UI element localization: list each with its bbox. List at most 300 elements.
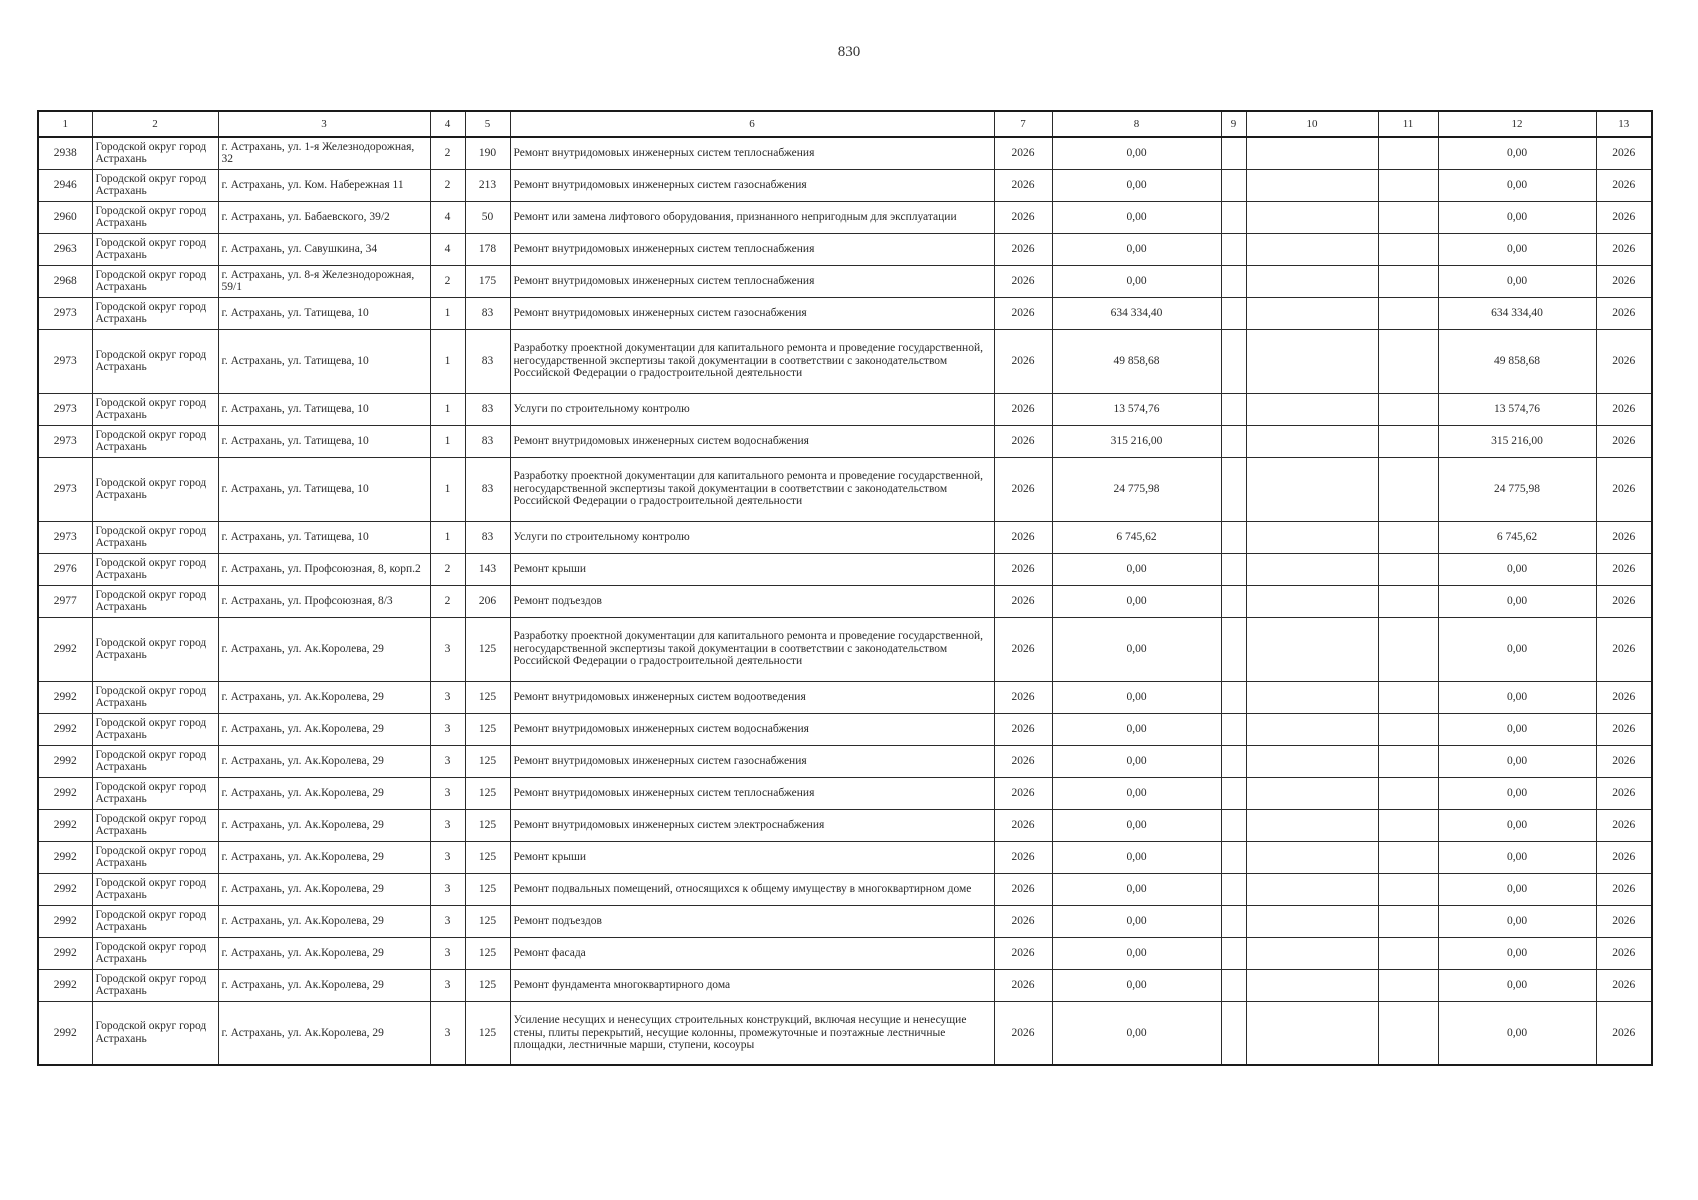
cell-c9 [1221,393,1246,425]
cell-c6: Ремонт фундамента многоквартирного дома [510,969,994,1001]
cell-c8: 0,00 [1052,201,1221,233]
cell-c10 [1246,425,1378,457]
cell-c13: 2026 [1596,905,1652,937]
table-row [38,393,1652,425]
cell-c7: 2026 [994,905,1052,937]
cell-c2: Городской округ город Астрахань [92,969,218,1001]
table-row [38,777,1652,809]
column-header-11: 11 [1378,111,1438,137]
cell-c7: 2026 [994,873,1052,905]
cell-c7: 2026 [994,457,1052,521]
cell-c4: 3 [430,809,465,841]
column-header-2: 2 [92,111,218,137]
cell-c5: 125 [465,1001,510,1065]
cell-c4: 3 [430,745,465,777]
cell-c11 [1378,713,1438,745]
cell-c9 [1221,1001,1246,1065]
cell-c6: Ремонт внутридомовых инженерных систем водоснабжения [510,713,994,745]
cell-c11 [1378,265,1438,297]
cell-c7: 2026 [994,713,1052,745]
cell-c5: 175 [465,265,510,297]
cell-c3: г. Астрахань, ул. Татищева, 10 [218,521,430,553]
cell-c11 [1378,233,1438,265]
cell-c1: 2976 [38,553,92,585]
column-header-5: 5 [465,111,510,137]
table-row [38,713,1652,745]
cell-c3: г. Астрахань, ул. 1-я Железнодорожная, 32 [218,137,430,169]
cell-c3: г. Астрахань, ул. Ак.Королева, 29 [218,969,430,1001]
cell-c10 [1246,969,1378,1001]
cell-c1: 2968 [38,265,92,297]
cell-c10 [1246,457,1378,521]
cell-c5: 125 [465,681,510,713]
cell-c4: 1 [430,297,465,329]
cell-c6: Ремонт внутридомовых инженерных систем электроснабжения [510,809,994,841]
cell-c11 [1378,553,1438,585]
cell-c4: 3 [430,713,465,745]
table-row [38,937,1652,969]
cell-c4: 3 [430,777,465,809]
cell-c8: 0,00 [1052,1001,1221,1065]
cell-c11 [1378,137,1438,169]
cell-c7: 2026 [994,521,1052,553]
cell-c10 [1246,841,1378,873]
table-row [38,809,1652,841]
cell-c12: 13 574,76 [1438,393,1596,425]
cell-c13: 2026 [1596,553,1652,585]
cell-c2: Городской округ город Астрахань [92,873,218,905]
cell-c5: 83 [465,521,510,553]
cell-c7: 2026 [994,777,1052,809]
cell-c2: Городской округ город Астрахань [92,137,218,169]
cell-c7: 2026 [994,393,1052,425]
cell-c1: 2992 [38,1001,92,1065]
cell-c10 [1246,745,1378,777]
cell-c4: 3 [430,969,465,1001]
table-row [38,265,1652,297]
cell-c2: Городской округ город Астрахань [92,905,218,937]
cell-c5: 143 [465,553,510,585]
cell-c5: 125 [465,969,510,1001]
cell-c4: 1 [430,425,465,457]
column-header-6: 6 [510,111,994,137]
cell-c8: 0,00 [1052,137,1221,169]
cell-c10 [1246,713,1378,745]
page-number: 830 [837,44,861,60]
table-row [38,201,1652,233]
table-row [38,425,1652,457]
cell-c8: 0,00 [1052,745,1221,777]
cell-c12: 0,00 [1438,841,1596,873]
cell-c11 [1378,873,1438,905]
cell-c4: 3 [430,873,465,905]
cell-c12: 6 745,62 [1438,521,1596,553]
cell-c1: 2992 [38,617,92,681]
cell-c12: 0,00 [1438,585,1596,617]
column-header-9: 9 [1221,111,1246,137]
cell-c1: 2992 [38,937,92,969]
cell-c7: 2026 [994,1001,1052,1065]
cell-c9 [1221,617,1246,681]
cell-c5: 83 [465,393,510,425]
header-row [38,111,1652,137]
cell-c7: 2026 [994,169,1052,201]
table-row [38,169,1652,201]
cell-c9 [1221,329,1246,393]
column-header-7: 7 [994,111,1052,137]
cell-c13: 2026 [1596,617,1652,681]
cell-c7: 2026 [994,681,1052,713]
cell-c7: 2026 [994,553,1052,585]
cell-c9 [1221,937,1246,969]
cell-c8: 0,00 [1052,553,1221,585]
cell-c13: 2026 [1596,265,1652,297]
cell-c11 [1378,937,1438,969]
cell-c7: 2026 [994,265,1052,297]
cell-c12: 0,00 [1438,265,1596,297]
cell-c7: 2026 [994,137,1052,169]
cell-c13: 2026 [1596,681,1652,713]
cell-c3: г. Астрахань, ул. Ак.Королева, 29 [218,745,430,777]
cell-c11 [1378,329,1438,393]
cell-c8: 0,00 [1052,873,1221,905]
table-row [38,233,1652,265]
table-row [38,521,1652,553]
table-row [38,553,1652,585]
cell-c2: Городской округ город Астрахань [92,521,218,553]
cell-c1: 2973 [38,297,92,329]
cell-c7: 2026 [994,425,1052,457]
cell-c7: 2026 [994,585,1052,617]
cell-c4: 2 [430,585,465,617]
cell-c2: Городской округ город Астрахань [92,329,218,393]
cell-c12: 0,00 [1438,905,1596,937]
cell-c13: 2026 [1596,425,1652,457]
cell-c4: 2 [430,169,465,201]
cell-c8: 0,00 [1052,937,1221,969]
cell-c8: 6 745,62 [1052,521,1221,553]
cell-c1: 2960 [38,201,92,233]
cell-c12: 0,00 [1438,713,1596,745]
cell-c2: Городской округ город Астрахань [92,585,218,617]
cell-c1: 2973 [38,425,92,457]
cell-c13: 2026 [1596,169,1652,201]
cell-c9 [1221,681,1246,713]
cell-c2: Городской округ город Астрахань [92,233,218,265]
cell-c13: 2026 [1596,969,1652,1001]
cell-c13: 2026 [1596,457,1652,521]
cell-c6: Ремонт внутридомовых инженерных систем теплоснабжения [510,777,994,809]
cell-c9 [1221,809,1246,841]
cell-c12: 0,00 [1438,937,1596,969]
cell-c11 [1378,681,1438,713]
cell-c10 [1246,137,1378,169]
cell-c7: 2026 [994,329,1052,393]
cell-c4: 1 [430,457,465,521]
cell-c1: 2992 [38,809,92,841]
cell-c11 [1378,585,1438,617]
cell-c12: 315 216,00 [1438,425,1596,457]
cell-c5: 125 [465,713,510,745]
cell-c10 [1246,233,1378,265]
cell-c2: Городской округ город Астрахань [92,553,218,585]
cell-c8: 634 334,40 [1052,297,1221,329]
table-row [38,745,1652,777]
cell-c4: 3 [430,1001,465,1065]
cell-c5: 125 [465,873,510,905]
table-row [38,329,1652,393]
cell-c9 [1221,873,1246,905]
cell-c6: Ремонт внутридомовых инженерных систем водоотведения [510,681,994,713]
cell-c10 [1246,809,1378,841]
table-row [38,969,1652,1001]
cell-c5: 50 [465,201,510,233]
cell-c12: 49 858,68 [1438,329,1596,393]
cell-c11 [1378,457,1438,521]
cell-c4: 3 [430,841,465,873]
cell-c6: Ремонт подъездов [510,585,994,617]
cell-c13: 2026 [1596,713,1652,745]
cell-c11 [1378,841,1438,873]
table-row [38,585,1652,617]
cell-c7: 2026 [994,297,1052,329]
cell-c9 [1221,233,1246,265]
cell-c8: 0,00 [1052,169,1221,201]
cell-c12: 0,00 [1438,137,1596,169]
cell-c4: 1 [430,521,465,553]
cell-c10 [1246,553,1378,585]
cell-c12: 0,00 [1438,553,1596,585]
cell-c8: 0,00 [1052,681,1221,713]
cell-c6: Разработку проектной документации для капитального ремонта и проведение государственной, негосударственной экспертизы такой документации в соответствии с законодательством Российской Федерации о градостроительной деятельности [510,457,994,521]
cell-c5: 125 [465,745,510,777]
cell-c12: 0,00 [1438,1001,1596,1065]
cell-c8: 13 574,76 [1052,393,1221,425]
cell-c3: г. Астрахань, ул. Ак.Королева, 29 [218,809,430,841]
cell-c9 [1221,841,1246,873]
cell-c5: 125 [465,777,510,809]
cell-c3: г. Астрахань, ул. Татищева, 10 [218,297,430,329]
cell-c11 [1378,1001,1438,1065]
table-row [38,905,1652,937]
cell-c2: Городской округ город Астрахань [92,169,218,201]
cell-c7: 2026 [994,841,1052,873]
cell-c9 [1221,905,1246,937]
cell-c4: 3 [430,617,465,681]
cell-c6: Ремонт или замена лифтового оборудования, признанного непригодным для эксплуатации [510,201,994,233]
column-header-1: 1 [38,111,92,137]
cell-c13: 2026 [1596,521,1652,553]
cell-c3: г. Астрахань, ул. Профсоюзная, 8, корп.2 [218,553,430,585]
cell-c9 [1221,265,1246,297]
cell-c13: 2026 [1596,777,1652,809]
cell-c12: 0,00 [1438,201,1596,233]
table-row [38,873,1652,905]
cell-c7: 2026 [994,809,1052,841]
cell-c6: Ремонт подъездов [510,905,994,937]
cell-c10 [1246,777,1378,809]
cell-c2: Городской округ город Астрахань [92,201,218,233]
cell-c5: 125 [465,841,510,873]
cell-c5: 125 [465,905,510,937]
cell-c5: 213 [465,169,510,201]
cell-c2: Городской округ город Астрахань [92,745,218,777]
cell-c7: 2026 [994,201,1052,233]
cell-c5: 178 [465,233,510,265]
cell-c8: 0,00 [1052,617,1221,681]
cell-c10 [1246,681,1378,713]
cell-c1: 2992 [38,713,92,745]
cell-c13: 2026 [1596,873,1652,905]
cell-c8: 49 858,68 [1052,329,1221,393]
cell-c3: г. Астрахань, ул. Бабаевского, 39/2 [218,201,430,233]
cell-c5: 83 [465,297,510,329]
table-body [38,137,1652,1065]
cell-c11 [1378,201,1438,233]
cell-c12: 0,00 [1438,809,1596,841]
cell-c5: 125 [465,617,510,681]
cell-c3: г. Астрахань, ул. Ак.Королева, 29 [218,841,430,873]
table-row [38,681,1652,713]
cell-c8: 0,00 [1052,777,1221,809]
column-header-12: 12 [1438,111,1596,137]
cell-c13: 2026 [1596,809,1652,841]
cell-c3: г. Астрахань, ул. Ак.Королева, 29 [218,681,430,713]
cell-c5: 83 [465,329,510,393]
cell-c8: 0,00 [1052,841,1221,873]
cell-c6: Разработку проектной документации для капитального ремонта и проведение государственной, негосударственной экспертизы такой документации в соответствии с законодательством Российской Федерации о градостроительной деятельности [510,329,994,393]
cell-c5: 125 [465,809,510,841]
cell-c3: г. Астрахань, ул. Татищева, 10 [218,393,430,425]
cell-c3: г. Астрахань, ул. 8-я Железнодорожная, 59/1 [218,265,430,297]
cell-c3: г. Астрахань, ул. Профсоюзная, 8/3 [218,585,430,617]
cell-c12: 0,00 [1438,873,1596,905]
cell-c12: 0,00 [1438,233,1596,265]
cell-c5: 83 [465,425,510,457]
cell-c1: 2992 [38,745,92,777]
cell-c2: Городской округ город Астрахань [92,297,218,329]
cell-c3: г. Астрахань, ул. Ак.Королева, 29 [218,1001,430,1065]
cell-c12: 0,00 [1438,681,1596,713]
column-header-10: 10 [1246,111,1378,137]
cell-c4: 3 [430,681,465,713]
cell-c13: 2026 [1596,233,1652,265]
cell-c10 [1246,169,1378,201]
cell-c11 [1378,777,1438,809]
cell-c3: г. Астрахань, ул. Ком. Набережная 11 [218,169,430,201]
capital-repair-table [37,110,1653,1066]
cell-c1: 2992 [38,873,92,905]
cell-c13: 2026 [1596,1001,1652,1065]
cell-c2: Городской округ город Астрахань [92,777,218,809]
cell-c5: 190 [465,137,510,169]
cell-c1: 2992 [38,841,92,873]
cell-c1: 2963 [38,233,92,265]
cell-c6: Ремонт внутридомовых инженерных систем газоснабжения [510,297,994,329]
cell-c4: 1 [430,393,465,425]
cell-c11 [1378,521,1438,553]
cell-c3: г. Астрахань, ул. Татищева, 10 [218,329,430,393]
cell-c7: 2026 [994,617,1052,681]
cell-c13: 2026 [1596,937,1652,969]
cell-c4: 2 [430,137,465,169]
cell-c9 [1221,201,1246,233]
cell-c3: г. Астрахань, ул. Ак.Королева, 29 [218,937,430,969]
cell-c7: 2026 [994,233,1052,265]
cell-c3: г. Астрахань, ул. Савушкина, 34 [218,233,430,265]
cell-c13: 2026 [1596,137,1652,169]
cell-c10 [1246,297,1378,329]
cell-c12: 0,00 [1438,969,1596,1001]
cell-c1: 2992 [38,777,92,809]
cell-c4: 4 [430,201,465,233]
cell-c9 [1221,713,1246,745]
column-header-4: 4 [430,111,465,137]
cell-c2: Городской округ город Астрахань [92,265,218,297]
cell-c3: г. Астрахань, ул. Ак.Королева, 29 [218,777,430,809]
cell-c11 [1378,617,1438,681]
cell-c4: 3 [430,937,465,969]
cell-c11 [1378,809,1438,841]
cell-c6: Ремонт крыши [510,841,994,873]
cell-c8: 0,00 [1052,905,1221,937]
cell-c10 [1246,329,1378,393]
cell-c10 [1246,937,1378,969]
cell-c11 [1378,297,1438,329]
cell-c5: 125 [465,937,510,969]
cell-c10 [1246,393,1378,425]
cell-c9 [1221,553,1246,585]
cell-c10 [1246,265,1378,297]
cell-c2: Городской округ город Астрахань [92,937,218,969]
cell-c2: Городской округ город Астрахань [92,393,218,425]
cell-c13: 2026 [1596,585,1652,617]
cell-c9 [1221,137,1246,169]
cell-c13: 2026 [1596,201,1652,233]
cell-c9 [1221,585,1246,617]
table-row [38,457,1652,521]
cell-c10 [1246,521,1378,553]
cell-c2: Городской округ город Астрахань [92,617,218,681]
cell-c13: 2026 [1596,745,1652,777]
cell-c9 [1221,521,1246,553]
cell-c11 [1378,393,1438,425]
cell-c11 [1378,969,1438,1001]
cell-c13: 2026 [1596,393,1652,425]
cell-c6: Ремонт крыши [510,553,994,585]
cell-c11 [1378,745,1438,777]
cell-c1: 2992 [38,681,92,713]
cell-c6: Ремонт внутридомовых инженерных систем газоснабжения [510,169,994,201]
cell-c5: 206 [465,585,510,617]
cell-c6: Ремонт фасада [510,937,994,969]
cell-c10 [1246,617,1378,681]
table-row [38,841,1652,873]
cell-c6: Ремонт внутридомовых инженерных систем газоснабжения [510,745,994,777]
cell-c8: 0,00 [1052,713,1221,745]
cell-c1: 2973 [38,393,92,425]
cell-c4: 4 [430,233,465,265]
cell-c1: 2973 [38,329,92,393]
cell-c3: г. Астрахань, ул. Ак.Королева, 29 [218,617,430,681]
table-row [38,1001,1652,1065]
cell-c10 [1246,905,1378,937]
cell-c4: 1 [430,329,465,393]
column-header-8: 8 [1052,111,1221,137]
cell-c5: 83 [465,457,510,521]
cell-c6: Ремонт подвальных помещений, относящихся к общему имуществу в многоквартирном доме [510,873,994,905]
cell-c9 [1221,969,1246,1001]
